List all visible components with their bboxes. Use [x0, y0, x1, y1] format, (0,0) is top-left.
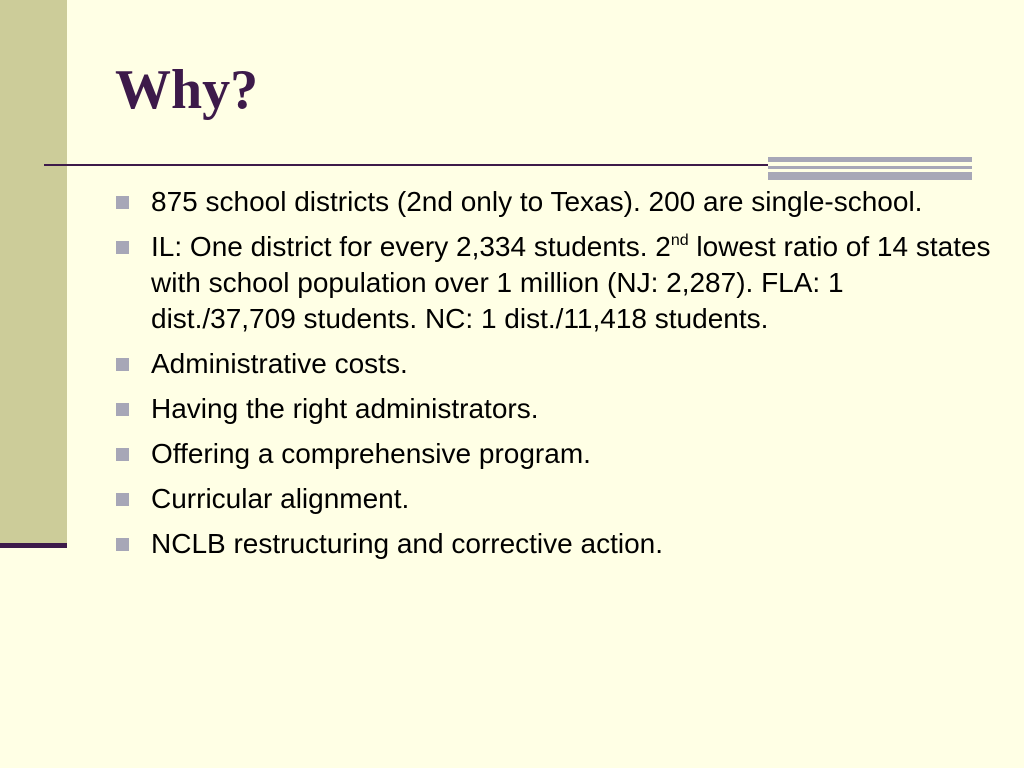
title-divider-stripes: [768, 157, 972, 180]
bullet-text: Offering a comprehensive program.: [151, 438, 591, 469]
bullet-item: [113, 526, 993, 562]
bullet-list: [113, 184, 993, 571]
bullet-item: [113, 229, 993, 337]
bullet-item: [113, 184, 993, 220]
bullet-item: [113, 391, 993, 427]
left-sidebar-accent: [0, 543, 67, 548]
left-sidebar-band: [0, 0, 67, 543]
ordinal-superscript: nd: [670, 232, 689, 249]
bullet-text: Administrative costs.: [151, 348, 408, 379]
bullet-text: Curricular alignment.: [151, 483, 410, 514]
bullet-text-continued: lowest ratio of 14 states with school population over 1 million (NJ: 2,287). FLA: 1 dist./37,709 students. NC: 1 dist./11,418 students.: [151, 231, 991, 334]
bullet-item: [113, 346, 993, 382]
bullet-text: IL: One district for every 2,334 students. 2: [151, 231, 671, 262]
slide-title: Why?: [115, 59, 259, 121]
bullet-text: Having the right administrators.: [151, 393, 539, 424]
bullet-text: 875 school districts (2nd only to Texas). 200 are single-school.: [151, 186, 923, 217]
bullet-item: [113, 481, 993, 517]
bullet-item: [113, 436, 993, 472]
bullet-text: NCLB restructuring and corrective action.: [151, 528, 663, 559]
title-divider-line: [44, 164, 768, 166]
